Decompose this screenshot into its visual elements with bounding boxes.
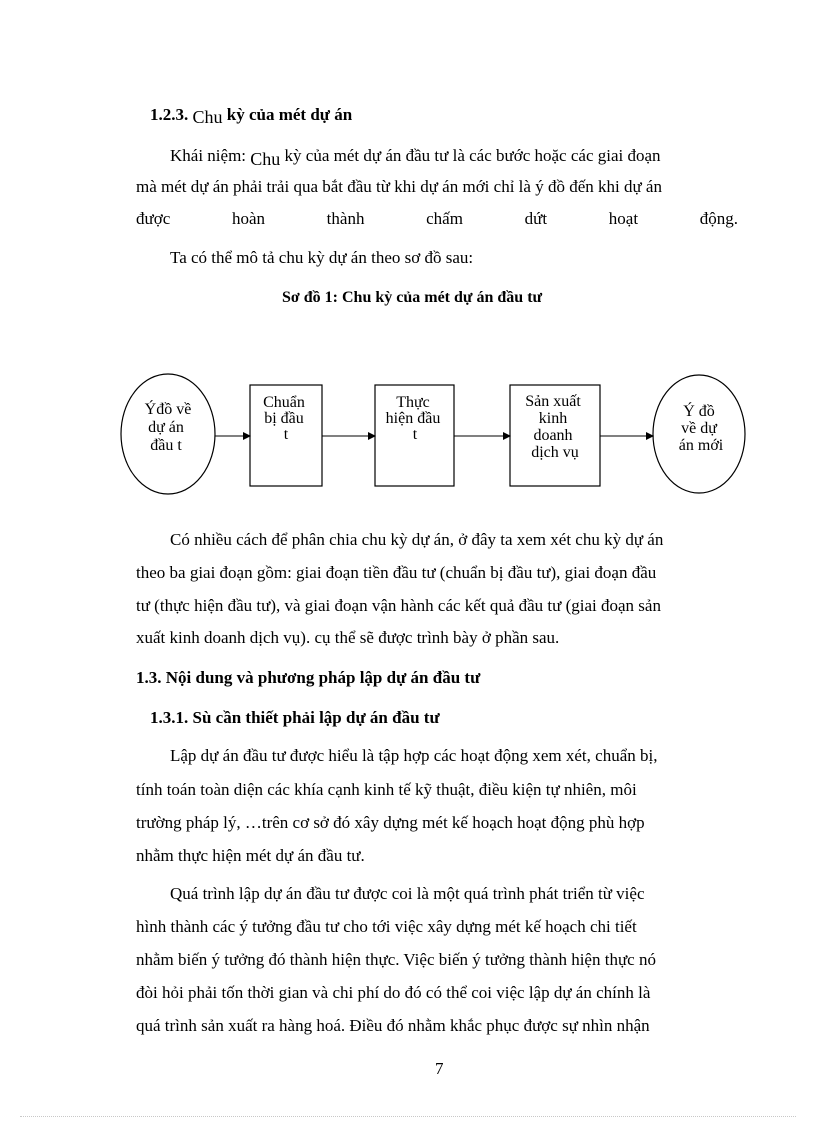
node-idea-label: Ýđồ về dự án đầu t	[144, 401, 192, 454]
para1-line2: mà mét dự án phải trải qua bắt đầu từ khi dự án mới chỉ là ý đồ đến khi dự án	[136, 177, 662, 196]
node-preparation-label: Chuẩn bị đầu t	[263, 394, 305, 443]
node-implementation-label: Thực hiện đầu t	[385, 394, 441, 443]
para1-line3: được hoàn thành chấm dứt hoạt động.	[136, 209, 738, 228]
para3-line1: Lập dự án đầu tư được hiểu là tập hợp các hoạt động xem xét, chuẩn bị,	[170, 746, 658, 765]
page-number: 7	[435, 1059, 444, 1078]
intro-line: Ta có thể mô tả chu kỳ dự án theo sơ đồ sau:	[170, 248, 474, 267]
para4-line1: Quá trình lập dự án đầu tư được coi là một quá trình phát triển từ việc	[170, 884, 645, 903]
project-cycle-diagram	[118, 370, 748, 500]
section-heading-1-3-1: 1.3.1. Sù cần thiết phải lập dự án đầu tư	[150, 708, 440, 727]
node-new-idea-label: Ý đồ về dự án mới	[678, 403, 724, 454]
section-heading-1-2-3: 1.2.3. Chu kỳ của mét dự án	[150, 105, 353, 127]
para4-line2: hình thành các ý tưởng đầu tư cho tới việc xây dựng mét kế hoạch chi tiết	[136, 917, 637, 936]
page-bottom-border	[20, 1116, 796, 1117]
para1-line1: Khái niệm: Chu kỳ của mét dự án đầu tư là các bước hoặc các giai đoạn	[170, 146, 661, 169]
para2-line4: xuất kinh doanh dịch vụ). cụ thể sẽ được trình bày ở phần sau.	[136, 628, 560, 647]
para2-line1: Có nhiều cách để phân chia chu kỳ dự án, ở đây ta xem xét chu kỳ dự án	[170, 530, 664, 549]
para3-line4: nhằm thực hiện mét dự án đầu tư.	[136, 846, 365, 865]
diagram-caption: Sơ đồ 1: Chu kỳ của mét dự án đầu tư	[282, 289, 543, 306]
para2-line3: tư (thực hiện đầu tư), và giai đoạn vận hành các kết quả đầu tư (giai đoạn sản	[136, 596, 661, 615]
para3-line2: tính toán toàn diện các khía cạnh kinh tế kỹ thuật, điều kiện tự nhiên, môi	[136, 780, 637, 799]
para2-line2: theo ba giai đoạn gồm: giai đoạn tiền đầu tư (chuẩn bị đầu tư), giai đoạn đầu	[136, 563, 657, 582]
section-heading-1-3: 1.3. Nội dung và phương pháp lập dự án đầu tư	[136, 668, 481, 687]
para4-line4: đòi hỏi phải tốn thời gian và chi phí do đó có thể coi việc lập dự án chính là	[136, 983, 651, 1002]
para4-line3: nhằm biến ý tưởng đó thành hiện thực. Việc biến ý tưởng thành hiện thực nó	[136, 950, 656, 969]
para4-line5: quá trình sản xuất ra hàng hoá. Điều đó nhằm khắc phục được sự nhìn nhận	[136, 1016, 650, 1035]
node-production-label: Sản xuất kinh doanh dịch vụ	[525, 393, 581, 461]
para3-line3: trường pháp lý, …trên cơ sở đó xây dựng mét kế hoạch hoạt động phù hợp	[136, 813, 645, 832]
